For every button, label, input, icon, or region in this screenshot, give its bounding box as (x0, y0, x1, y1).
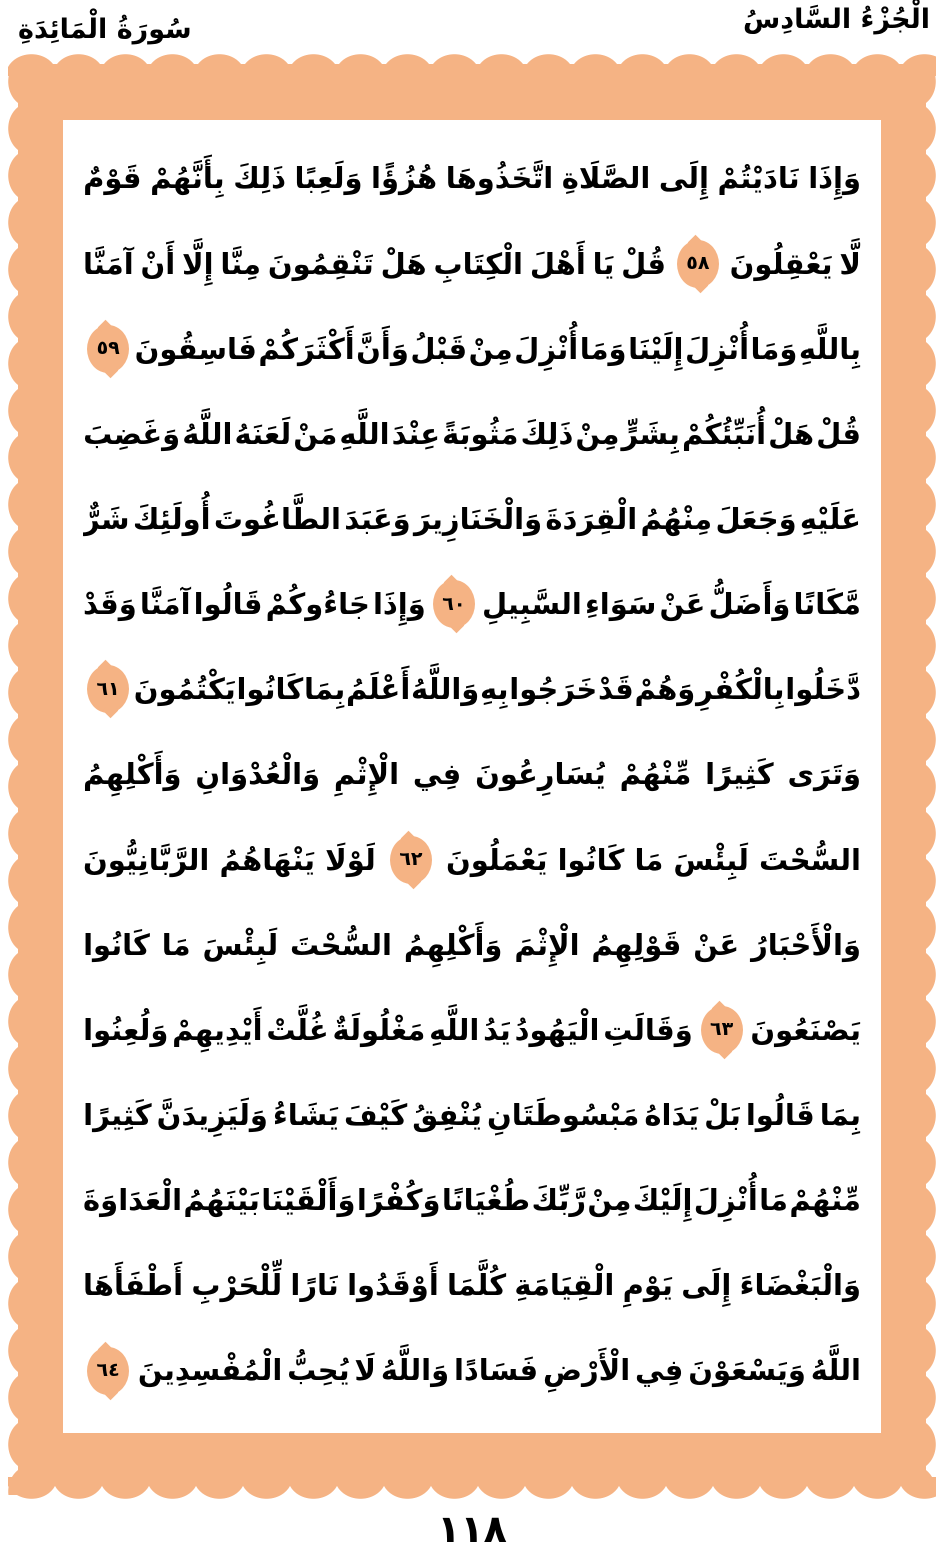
quran-text-area (63, 120, 881, 1433)
quran-word: بَلْ (704, 1097, 741, 1132)
verse-number: ٦٣ (710, 1018, 734, 1041)
quran-line-14 (83, 1243, 861, 1328)
quran-word: لَّا (839, 246, 861, 281)
quran-word: قَالُوا (193, 587, 263, 622)
quran-word: أُنَبِّئُكُمْ (681, 416, 767, 451)
quran-word: قَبْلُ (410, 331, 468, 366)
quran-word: مَّكَانًا (793, 587, 861, 622)
quran-word: بِمَا (303, 672, 346, 707)
quran-word: الْكِتَابِ (433, 246, 524, 281)
quran-word: السَّبِيلِ (481, 587, 582, 622)
verse-number: ٦٢ (399, 848, 423, 871)
quran-word: مِّنْهُمْ (619, 757, 692, 792)
quran-word: وَهُمْ (634, 672, 696, 707)
quran-word: يَا (592, 246, 615, 281)
quran-word: بَيْنَهُمُ (183, 1183, 260, 1218)
quran-word: يَعْمَلُونَ (446, 842, 548, 877)
quran-word: يَدَاهُ (644, 1097, 700, 1132)
quran-word: إِلَّا (181, 246, 214, 281)
quran-line-15 (83, 1328, 861, 1413)
quran-word: أُولَئِكَ (132, 502, 211, 536)
quran-word: الْيَهُودُ (514, 1012, 600, 1047)
quran-line-8 (83, 732, 861, 817)
quran-word: بِالْكُفْرِ (696, 672, 785, 707)
quran-word: إِلَى (681, 1268, 732, 1303)
quran-word: عَنْ (659, 587, 706, 622)
quran-line-3 (83, 306, 861, 391)
quran-word: وَقَدْ (83, 587, 137, 622)
quran-word: مَبْسُوطَتَانِ (487, 1097, 640, 1132)
quran-word: اتَّخَذُوهَا (445, 161, 554, 196)
quran-word: وَلُعِنُوا (83, 1012, 169, 1047)
quran-word: وَأَكْلِهِمُ (83, 757, 182, 792)
quran-word: لَعَنَهُ (234, 416, 292, 451)
quran-line-11 (83, 987, 861, 1072)
quran-word: وَإِذَا (372, 587, 426, 622)
quran-word: هُزُؤًا (371, 161, 438, 196)
verse-marker-٦٣ (701, 1006, 743, 1054)
quran-word: الْقِرَدَةَ (545, 502, 638, 536)
quran-word: اللَّهُ (182, 416, 233, 451)
quran-word: عَلَيْهِ (799, 502, 861, 536)
quran-word: وَمَا (750, 331, 798, 366)
quran-line-12 (83, 1073, 861, 1158)
quran-line-6 (83, 562, 861, 647)
quran-word: وَكُفْرًا (356, 1183, 441, 1218)
verse-marker-٥٩ (87, 325, 129, 373)
quran-word: ذَلِكَ (233, 161, 286, 196)
quran-word: نَادَيْتُمْ (717, 161, 800, 196)
quran-word: الْإِثْمِ (333, 757, 400, 792)
quran-word: السُّحْتَ (290, 927, 392, 962)
quran-word: يَدُ (483, 1012, 511, 1047)
quran-word: فِي (635, 1353, 684, 1388)
quran-word: أَنْ (140, 246, 176, 281)
verse-number: ٦٠ (442, 592, 466, 615)
quran-word: وَغَضِبَ (83, 416, 181, 451)
verse-marker-٥٨ (677, 240, 719, 288)
quran-word: وَالْعُدْوَانِ (195, 757, 321, 792)
quran-word: رَّبِّكَ (531, 1183, 587, 1218)
quran-word: وَلَعِبًا (294, 161, 363, 196)
quran-word: اللَّهُ (810, 1353, 861, 1388)
quran-word: قَوْمٌ (83, 161, 142, 196)
quran-line-4 (83, 391, 861, 476)
quran-word: مَا (759, 1183, 788, 1218)
quran-word: هَلْ (768, 416, 815, 451)
quran-word: وَتَرَى (787, 757, 861, 792)
quran-word: مِّنْهُمْ (789, 1183, 861, 1218)
quran-word: إِلَيْكَ (632, 1183, 693, 1218)
quran-word: كَانُوا (83, 927, 150, 962)
quran-line-2 (83, 221, 861, 306)
quran-word: إِلَى (658, 161, 709, 196)
quran-word: وَإِذَا (808, 161, 861, 196)
quran-word: الْعَدَاوَةَ (83, 1183, 183, 1218)
quran-word: أَوْقَدُوا (347, 1268, 439, 1303)
quran-word: وَاللَّهُ (411, 672, 480, 707)
quran-word: أُنْزِلَ (684, 331, 750, 366)
quran-word: خَرَجُوا (509, 672, 598, 707)
quran-word: وَيَسْعَوْنَ (688, 1353, 806, 1388)
quran-word: أَيْدِيهِمْ (172, 1012, 263, 1047)
quran-word: مَا (634, 842, 664, 877)
quran-word: اللَّهِ (429, 1012, 480, 1047)
quran-word: آمَنَّا (83, 246, 134, 281)
quran-word: وَأَضَلُّ (708, 587, 791, 622)
quran-word: كَانُوا (557, 842, 625, 877)
quran-word: الْمُفْسِدِينَ (137, 1353, 283, 1388)
quran-word: أَهْلَ (529, 246, 586, 281)
quran-word: قَدْ (597, 672, 634, 707)
quran-word: أُنْزِلَ (514, 331, 579, 366)
quran-word: وَالْخَنَازِيرَ (414, 502, 543, 536)
quran-word: لَبِئْسَ (202, 927, 279, 962)
quran-word: لَوْلَا (325, 842, 376, 877)
quran-word: إِلَيْنَا (628, 331, 684, 366)
quran-line-5 (83, 477, 861, 562)
quran-word: لَبِئْسَ (673, 842, 749, 877)
quran-word: الرَّبَّانِيُّونَ (83, 842, 210, 877)
quran-word: فَسَادًا (453, 1353, 539, 1388)
quran-word: كُلَّمَا (447, 1268, 507, 1303)
quran-word: مَا (161, 927, 191, 962)
quran-line-10 (83, 902, 861, 987)
quran-word: وَأَكْلِهِمُ (403, 927, 503, 962)
quran-word: مِنْ (468, 331, 513, 366)
quran-word: طُغْيَانًا (441, 1183, 531, 1218)
quran-word: أَطْفَأَهَا (83, 1268, 184, 1303)
quran-word: نَارًا (290, 1268, 339, 1303)
quran-word: كَثِيرًا (83, 1097, 152, 1132)
quran-word: يَعْقِلُونَ (729, 246, 833, 281)
quran-word: فَاسِقُونَ (134, 331, 257, 366)
verse-number: ٥٨ (686, 252, 710, 275)
quran-word: الْإِثْمَ (514, 927, 580, 962)
quran-word: قُلْ (621, 246, 667, 281)
quran-word: مِنْ (587, 1183, 632, 1218)
quran-line-9 (83, 817, 861, 902)
quran-word: مَثُوبَةً (442, 416, 519, 451)
quran-word: الصَّلَاةِ (561, 161, 651, 196)
juz-title: الْجُزْءُ السَّادِسُ (743, 4, 930, 35)
quran-word: كَيْفَ (344, 1097, 408, 1132)
quran-word: وَمَا (579, 331, 627, 366)
quran-word: أَعْلَمُ (345, 672, 411, 707)
quran-line-7 (83, 647, 861, 732)
quran-word: كَثِيرًا (705, 757, 774, 792)
quran-word: آمَنَّا (139, 587, 191, 622)
quran-word: جَاءُوكُمْ (265, 587, 370, 622)
quran-word: قَالُوا (745, 1097, 815, 1132)
page-number: ١١٨ (437, 1507, 507, 1551)
quran-word: وَعَبَدَ (344, 502, 411, 536)
quran-word: يُسَارِعُونَ (475, 757, 606, 792)
quran-word: يَوْمِ (622, 1268, 673, 1303)
quran-word: يَنْهَاهُمُ (219, 842, 316, 877)
quran-word: بِأَنَّهُمْ (150, 161, 225, 196)
surah-title: سُورَةُ الْمَائِدَةِ (18, 14, 192, 45)
quran-word: قَوْلِهِمُ (591, 927, 682, 962)
quran-word: مِنْهُمُ (640, 502, 713, 536)
quran-word: عِنْدَ (391, 416, 441, 451)
verse-marker-٦٠ (433, 580, 475, 628)
quran-word: بِهِ (480, 672, 509, 707)
quran-word: وَالْأَحْبَارُ (751, 927, 861, 962)
quran-word: يُحِبُّ (287, 1353, 350, 1388)
quran-word: وَجَعَلَ (715, 502, 797, 536)
quran-word: الطَّاغُوتَ (213, 502, 341, 536)
quran-word: كَانُوا (236, 672, 304, 707)
quran-word: يُنْفِقُ (412, 1097, 483, 1132)
quran-word: دَّخَلُوا (785, 672, 861, 707)
quran-word: وَاللَّهُ (380, 1353, 450, 1388)
quran-word: مَنْ (293, 416, 338, 451)
quran-word: بِاللَّهِ (798, 331, 861, 366)
quran-word: يَكْتُمُونَ (133, 672, 236, 707)
verse-number: ٦١ (96, 677, 120, 700)
quran-word: وَأَنَّ (356, 331, 409, 366)
quran-word: يَصْنَعُونَ (750, 1012, 861, 1047)
quran-word: اللَّهِ (339, 416, 390, 451)
quran-word: بِشَرٍّ (621, 416, 680, 451)
quran-word: شَرٌّ (83, 502, 130, 536)
quran-word: أُنْزِلَ (693, 1183, 758, 1218)
quran-word: قُلْ (816, 416, 861, 451)
quran-word: أَكْثَرَكُمْ (258, 331, 355, 366)
quran-line-1 (83, 136, 861, 221)
quran-word: وَأَلْقَيْنَا (261, 1183, 356, 1218)
verse-number: ٦٤ (96, 1359, 120, 1382)
quran-word: بِمَا (819, 1097, 861, 1132)
quran-word: الْأَرْضِ (542, 1353, 631, 1388)
quran-word: تَنْقِمُونَ (267, 246, 374, 281)
quran-word: فِي (412, 757, 462, 792)
quran-word: مَغْلُولَةٌ (332, 1012, 426, 1047)
quran-word: سَوَاءِ (584, 587, 657, 622)
quran-word: مِنْ (575, 416, 620, 451)
quran-word: ذَلِكَ (520, 416, 574, 451)
quran-word: السُّحْتَ (759, 842, 861, 877)
verse-marker-٦٤ (87, 1347, 129, 1395)
quran-word: وَالْبَغْضَاءَ (739, 1268, 861, 1303)
quran-word: الْقِيَامَةِ (514, 1268, 615, 1303)
quran-word: وَلَيَزِيدَنَّ (156, 1097, 268, 1132)
quran-word: لَا (354, 1353, 377, 1388)
quran-word: لِّلْحَرْبِ (191, 1268, 283, 1303)
quran-word: عَنْ (693, 927, 740, 962)
quran-word: غُلَّتْ (266, 1012, 329, 1047)
quran-line-13 (83, 1158, 861, 1243)
quran-word: هَلْ (380, 246, 427, 281)
quran-word: يَشَاءُ (272, 1097, 339, 1132)
verse-marker-٦١ (87, 665, 129, 713)
verse-marker-٦٢ (390, 836, 432, 884)
quran-word: وَقَالَتِ (603, 1012, 693, 1047)
verse-number: ٥٩ (96, 337, 120, 360)
quran-word: مِنَّا (220, 246, 262, 281)
